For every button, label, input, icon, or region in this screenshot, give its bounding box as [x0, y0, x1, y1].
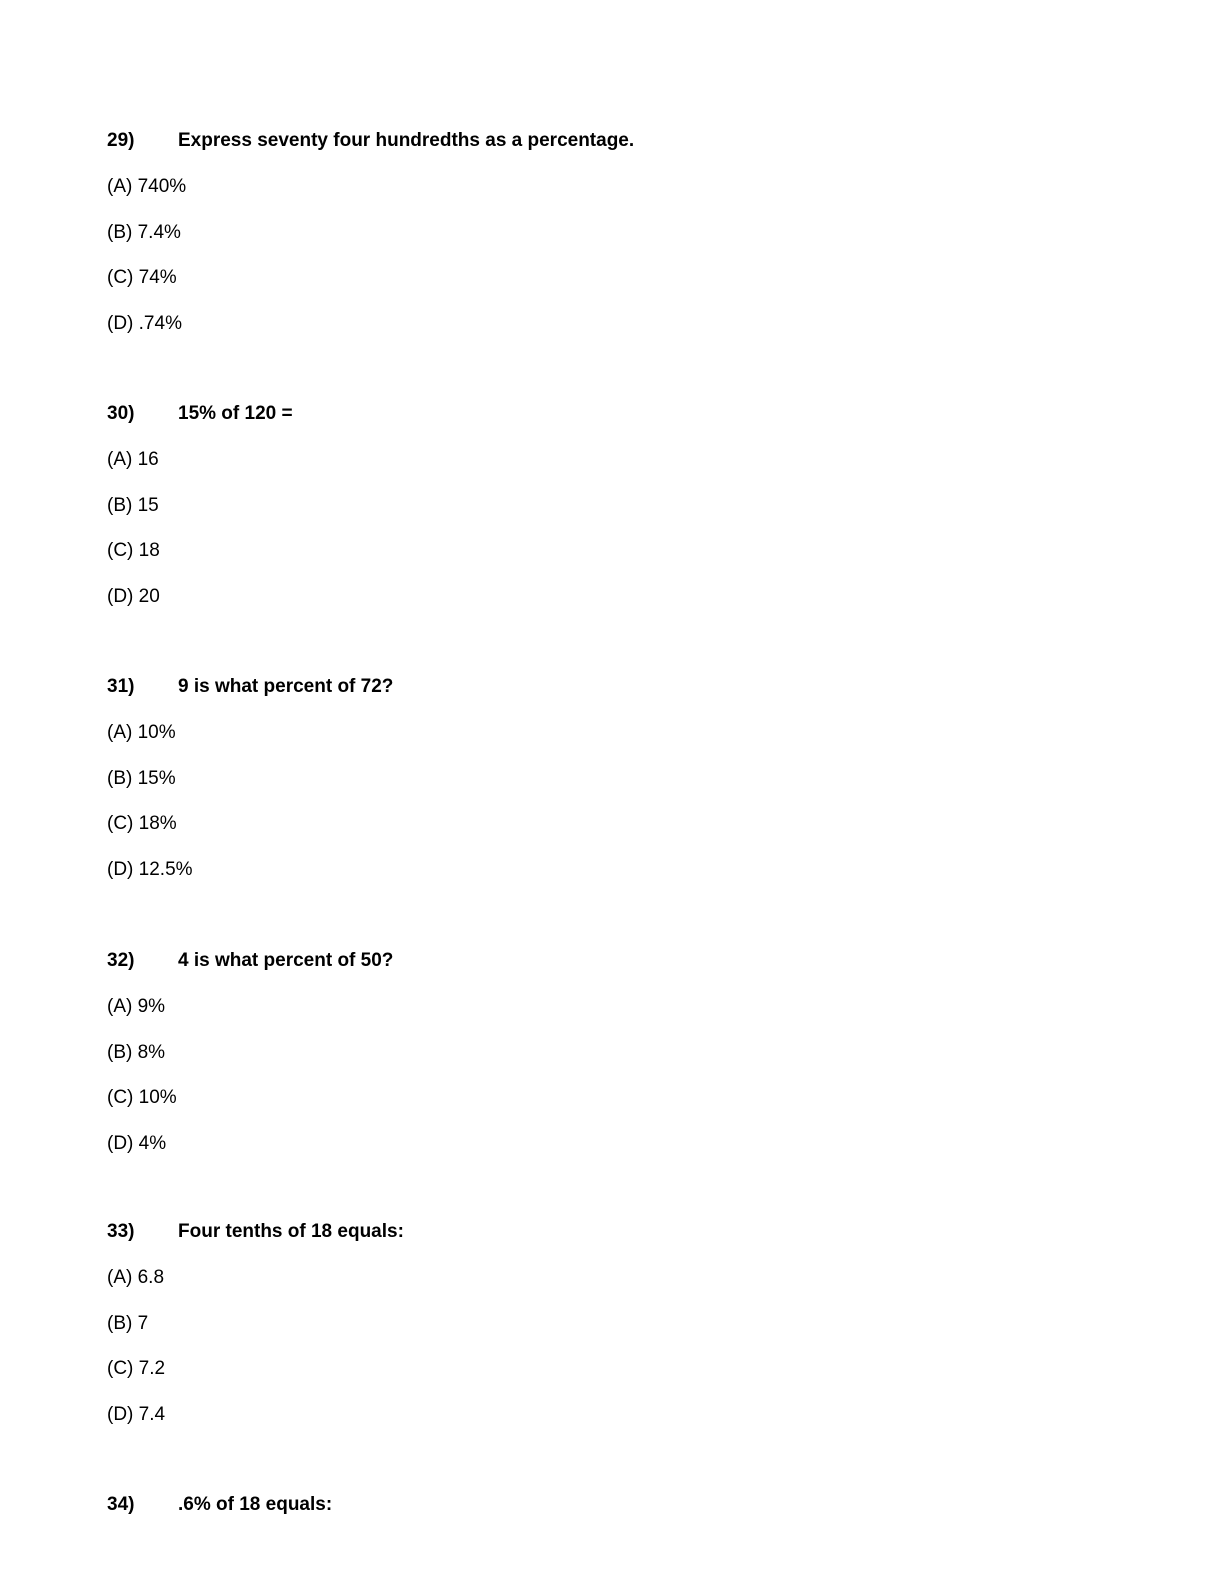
answer-option-a: (A) 6.8 — [107, 1267, 165, 1288]
question-32 — [107, 950, 1107, 1178]
question-33 — [107, 1221, 1107, 1449]
answer-option-a: (A) 740% — [107, 176, 187, 197]
question-30 — [107, 403, 1107, 631]
answer-options — [107, 1267, 1107, 1426]
question-number: 32) — [107, 950, 135, 971]
answer-option-a: (A) 10% — [107, 722, 176, 743]
answer-option-c: (C) 74% — [107, 267, 177, 288]
answer-option-c: (C) 18 — [107, 540, 160, 561]
answer-options — [107, 176, 1107, 335]
question-heading — [107, 403, 1107, 425]
answer-option-d: (D) 4% — [107, 1132, 167, 1154]
question-34 — [107, 1494, 1107, 1516]
answer-option-b: (B) 15 — [107, 494, 159, 516]
answer-option-c: (C) 10% — [107, 1087, 177, 1108]
answer-option-c: (C) 18% — [107, 813, 177, 834]
answer-option-a: (A) 9% — [107, 996, 166, 1017]
answer-options — [107, 449, 1107, 608]
answer-options — [107, 722, 1107, 881]
question-number: 30) — [107, 403, 135, 424]
question-heading — [107, 676, 1107, 698]
question-heading — [107, 950, 1107, 972]
answer-option-b: (B) 7.4% — [107, 221, 181, 243]
question-heading — [107, 1221, 1107, 1243]
answer-option-d: (D) 7.4 — [107, 1403, 166, 1425]
answer-option-b: (B) 8% — [107, 1041, 166, 1063]
question-text: 15% of 120 = — [178, 403, 293, 424]
question-text: Four tenths of 18 equals: — [178, 1221, 404, 1242]
question-number: 33) — [107, 1221, 135, 1242]
answer-option-b: (B) 7 — [107, 1312, 149, 1334]
answer-option-d: (D) .74% — [107, 312, 182, 334]
question-text: 4 is what percent of 50? — [178, 950, 394, 971]
answer-option-c: (C) 7.2 — [107, 1358, 166, 1379]
answer-options — [107, 996, 1107, 1155]
question-heading — [107, 130, 1107, 152]
question-29 — [107, 130, 1107, 358]
question-31 — [107, 676, 1107, 904]
answer-option-d: (D) 12.5% — [107, 858, 193, 880]
answer-option-a: (A) 16 — [107, 449, 159, 470]
question-number: 34) — [107, 1494, 135, 1515]
question-heading — [107, 1494, 1107, 1516]
question-number: 29) — [107, 130, 135, 151]
question-text: Express seventy four hundredths as a percentage. — [178, 130, 635, 151]
question-number: 31) — [107, 676, 135, 697]
answer-option-d: (D) 20 — [107, 585, 160, 607]
answer-option-b: (B) 15% — [107, 767, 176, 789]
question-text: .6% of 18 equals: — [178, 1494, 333, 1515]
question-text: 9 is what percent of 72? — [178, 676, 394, 697]
